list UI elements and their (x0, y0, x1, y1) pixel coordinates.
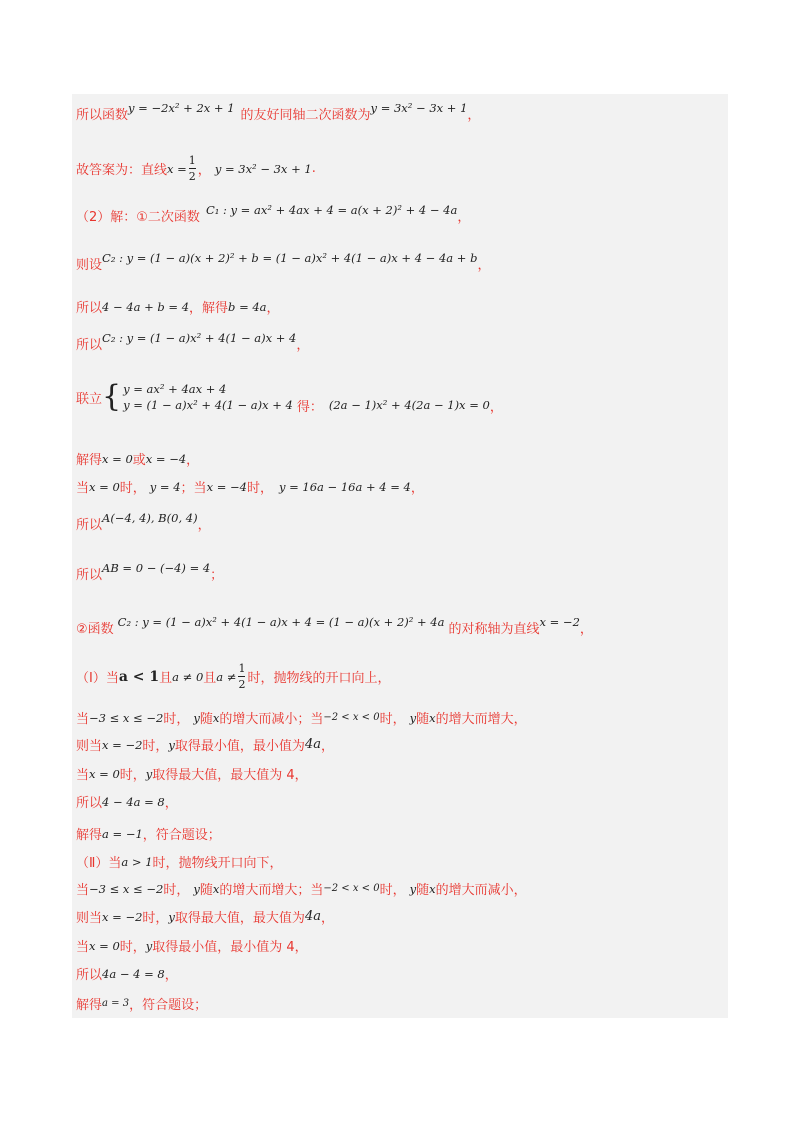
text: 时， (119, 481, 146, 496)
formula: (2a − 1)x² + 4(2a − 1)x = 0 (328, 398, 490, 412)
text: 的增大而增大， (435, 712, 527, 727)
formula: y (145, 938, 153, 953)
line-14 (76, 708, 722, 727)
system-rows (123, 382, 293, 412)
formula: x = −2 (102, 737, 143, 752)
text: 取得最大值，最大值为 (174, 911, 305, 926)
denominator: 2 (188, 170, 196, 183)
text: 且 (159, 671, 173, 686)
text: ， (186, 453, 200, 468)
line-20 (76, 879, 722, 898)
solution-content (72, 94, 728, 1018)
text: ， (164, 796, 178, 811)
text: 所以 (76, 968, 103, 983)
text: 时， (379, 712, 406, 727)
line-16 (76, 764, 722, 783)
system-row: y = (1 − a)x² + 4(1 − a)x + 4 (123, 398, 293, 412)
formula: x = 0 (102, 451, 133, 466)
text: ， (296, 338, 310, 353)
text: 当 (76, 768, 90, 783)
formula: x = 0 (89, 766, 120, 781)
brace-glyph: { (102, 379, 122, 414)
text: 的对称轴为直线 (448, 622, 540, 637)
line-21 (76, 907, 722, 926)
text: 解得 (76, 998, 103, 1013)
formula: x = 0 (89, 479, 120, 494)
line-12 (76, 614, 722, 637)
formula: x = 0 (89, 938, 120, 953)
text: 的增大而减小；当 (219, 712, 324, 727)
line-3 (76, 202, 722, 225)
text: 联立 (76, 391, 103, 407)
text: 取得最小值，最小值为 (174, 739, 305, 754)
line-10 (76, 510, 722, 533)
text: 则当 (76, 739, 103, 754)
formula: x = −4 (206, 479, 247, 494)
text: ， (320, 911, 334, 926)
text: ， (457, 210, 471, 225)
equation-system (102, 379, 293, 414)
text: （Ⅱ）当 (76, 856, 122, 871)
text: 随 (199, 883, 213, 898)
text: 当 (76, 940, 90, 955)
text: 时， (142, 739, 169, 754)
text: 随 (416, 712, 430, 727)
formula: 4 − 4a + b = 4 (102, 299, 190, 314)
formula: a ≠ 0 (172, 669, 204, 684)
formula: x = −2 (539, 614, 580, 629)
text: 当 (76, 883, 90, 898)
text: 则设 (76, 258, 103, 273)
line-23 (76, 964, 722, 983)
line-17 (76, 792, 722, 811)
text: （2）解：①二次函数 (76, 210, 200, 225)
formula: a > 1 (121, 854, 153, 869)
line-24 (76, 994, 722, 1013)
line-11 (76, 560, 722, 583)
line-4 (76, 250, 722, 273)
text: ， (197, 518, 211, 533)
formula: x = −4 (145, 451, 187, 466)
text: 时， (246, 481, 273, 496)
text: 解得 (76, 453, 103, 468)
text: 的增大而减小， (435, 883, 527, 898)
text: 取得最小值，最小值为 4， (152, 940, 308, 955)
text: ，解得 (189, 301, 229, 316)
text: 时， (163, 712, 190, 727)
fraction (189, 154, 196, 183)
text: 时， (119, 768, 146, 783)
text: ， (467, 108, 481, 123)
line-18 (76, 824, 722, 843)
formula: a = −1 (102, 826, 143, 841)
formula: −3 ≤ x ≤ −2 (89, 710, 164, 725)
formula: a = 3 (102, 998, 130, 1009)
formula: y = 16a − 16a + 4 = 4 (278, 479, 411, 494)
formula: 4a (304, 737, 321, 752)
text: ；当 (180, 481, 207, 496)
line-1 (76, 100, 722, 123)
text: ，符合题设； (142, 828, 221, 843)
text: 解得 (76, 828, 103, 843)
formula: y (409, 881, 417, 896)
text: ， (477, 258, 491, 273)
text: 或 (132, 453, 146, 468)
text: 时，抛物线的开口向上， (247, 671, 391, 686)
formula: C₂ : y = (1 − a)x² + 4(1 − a)x + 4 = (1 − a)(x + 2)² + 4a (117, 614, 445, 629)
formula: C₁ : y = ax² + 4ax + 4 = a(x + 2)² + 4 − 4a (205, 202, 458, 217)
text: 且 (203, 671, 217, 686)
formula: x (429, 881, 436, 896)
text: 所以 (76, 518, 103, 533)
formula: 4a (304, 909, 321, 924)
formula: y = 3x² − 3x + 1 (214, 161, 312, 176)
formula: y (168, 909, 175, 924)
formula: a < 1 (118, 668, 160, 685)
line-7 (76, 379, 722, 415)
text: 故答案为：直线 (76, 163, 168, 178)
formula: −3 ≤ x ≤ −2 (89, 881, 164, 896)
formula: x (212, 710, 220, 725)
fraction-bar (189, 168, 196, 169)
line-13 (76, 662, 722, 691)
text: 的友好同轴二次函数为 (240, 108, 371, 123)
line-6 (76, 330, 722, 353)
line-19 (76, 852, 722, 871)
text: 所以 (76, 796, 103, 811)
fraction (238, 662, 245, 691)
text: 时，抛物线开口向下， (152, 856, 283, 871)
text: 得： (296, 399, 323, 415)
formula: b = 4a (228, 299, 267, 314)
line-2 (76, 154, 722, 183)
formula: y (168, 737, 175, 752)
formula: y = 3x² − 3x + 1 (370, 100, 468, 115)
text: 所以 (76, 338, 103, 353)
formula: y = 4 (149, 479, 181, 494)
numerator: 1 (188, 154, 196, 167)
text: 时， (119, 940, 146, 955)
text: ， (266, 301, 280, 316)
text: 取得最大值，最大值为 4， (152, 768, 308, 783)
numerator: 1 (238, 662, 246, 675)
text: 时， (163, 883, 190, 898)
text: ， (320, 739, 334, 754)
fraction-bar (238, 676, 245, 677)
text: 随 (199, 712, 213, 727)
formula: 4 − 4a = 8 (102, 794, 165, 809)
formula: x (212, 881, 220, 896)
text: 时， (379, 883, 406, 898)
formula: a ≠ (216, 669, 237, 684)
text: 当 (76, 481, 90, 496)
text: ， (579, 622, 593, 637)
text: 所以 (76, 301, 103, 316)
text: ， (489, 399, 503, 415)
text: ， (197, 163, 211, 178)
text: 当 (76, 712, 90, 727)
formula: −2 < x < 0 (323, 712, 380, 723)
formula: y (193, 710, 200, 725)
text: ， (410, 481, 424, 496)
formula: AB = 0 − (−4) = 4 (102, 560, 211, 575)
line-22 (76, 936, 722, 955)
formula: −2 < x < 0 (323, 883, 380, 894)
text: 则当 (76, 911, 103, 926)
formula: x (429, 710, 436, 725)
formula: x = (167, 161, 187, 176)
text: 的增大而增大；当 (219, 883, 324, 898)
text: （Ⅰ）当 (76, 671, 119, 686)
text: . (311, 161, 316, 176)
formula: x = −2 (102, 909, 143, 924)
line-5 (76, 297, 722, 316)
text: 所以函数 (76, 108, 129, 123)
line-9 (76, 477, 722, 496)
text: ，符合题设； (129, 998, 208, 1013)
formula: y = −2x² + 2x + 1 (128, 100, 235, 115)
line-15 (76, 735, 722, 754)
formula: y (409, 710, 417, 725)
formula: y (193, 881, 200, 896)
formula: A(−4, 4), B(0, 4) (102, 510, 198, 525)
system-row: y = ax² + 4ax + 4 (123, 382, 227, 396)
text: ②函数 (76, 622, 114, 637)
text: ， (164, 968, 178, 983)
formula: C₂ : y = (1 − a)x² + 4(1 − a)x + 4 (102, 330, 297, 345)
text: ； (210, 568, 224, 583)
text: 时， (142, 911, 169, 926)
line-8 (76, 449, 722, 468)
formula: y (145, 766, 153, 781)
text: 随 (416, 883, 430, 898)
formula: C₂ : y = (1 − a)(x + 2)² + b = (1 − a)x² + 4(1 − a)x + 4 − 4a + b (102, 250, 478, 265)
text: 所以 (76, 568, 103, 583)
denominator: 2 (238, 678, 246, 691)
formula: 4a − 4 = 8 (102, 966, 165, 981)
